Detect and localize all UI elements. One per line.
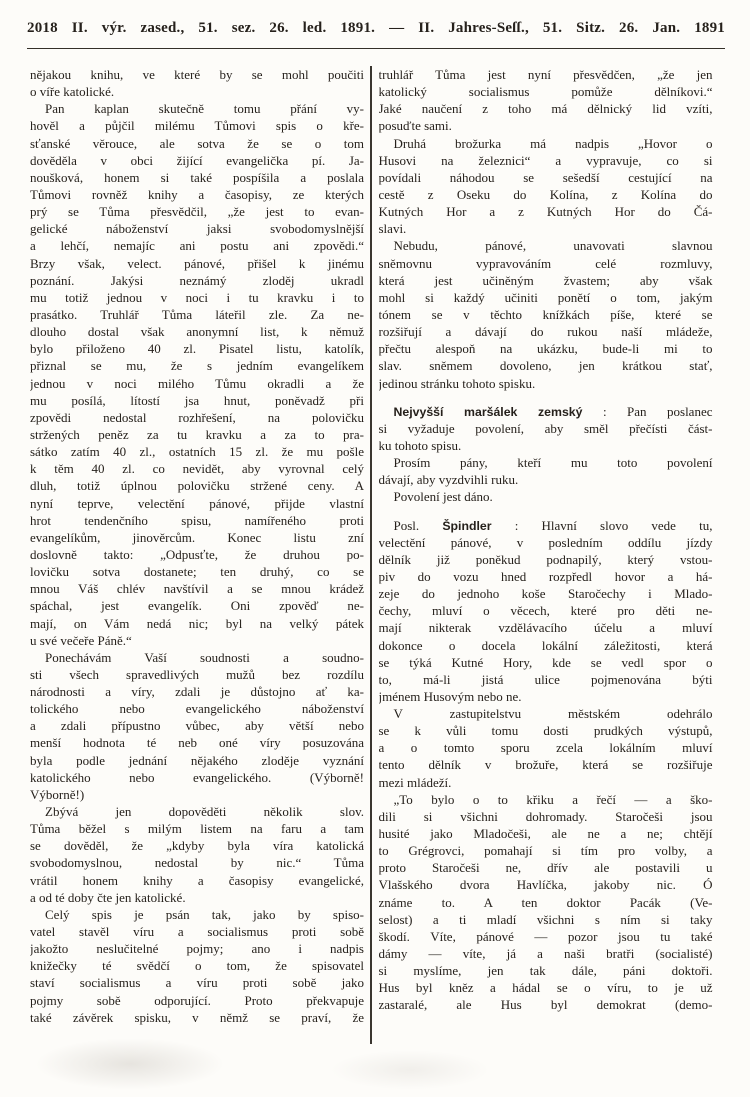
text-line: truhlář Tůma jest nyní přesvědčen, „že jen xyxy=(378,67,713,82)
speaker-name: Nejvyšší maršálek zemský xyxy=(393,404,583,419)
text-line: si vyžaduje povolení, aby směl přečísti část- xyxy=(378,420,713,436)
text-line: Tůma běžel s milým listem na faru a tam xyxy=(30,821,364,837)
text-line: slav. sněmem dovoleno, jen krátkou stať, xyxy=(378,358,713,374)
text-line: Zbývá jen dopověděti několik slov. xyxy=(45,804,364,820)
text-line: selost) a ti mladí všichni s ním si taky xyxy=(378,911,713,927)
text-line: poznání. Jakýsi neznámý zloděj ukradl xyxy=(30,272,364,288)
header-german-session: II. Jahres-Seſſ., 51. Sitz. 26. Jan. 1891 xyxy=(418,20,725,36)
text-line: sněmovnu vypravováním celé rozmluvy, xyxy=(378,255,713,271)
text-line: Ponechávám Vaší soudnosti a soudno- xyxy=(45,649,364,665)
text-line: husité jako Mladočeši, ale ne a ne; chtějí xyxy=(378,826,713,842)
text-line: jménem Husovým nebo ne. xyxy=(378,688,522,704)
text-line: hrot tendenčního spisu, namířeného proti xyxy=(30,512,364,528)
text-line: Brzy však, velect. pánové, přišel k jinému xyxy=(30,255,364,271)
text-columns xyxy=(30,66,724,1044)
text-line: dluh, totiž úplnou polovičku stržené ceny. A xyxy=(30,478,364,494)
text-line: zpovědi nedostal rozhřešení, na polovičku xyxy=(30,409,364,425)
scan-smudge xyxy=(35,1038,225,1090)
text-line: dlouho dostal však anonymní list, k němuž xyxy=(30,324,364,340)
text-line: dělník již poněkud podnapilý, který vstou- xyxy=(378,551,713,567)
text-line: zastaralé, ale Hus byl demokrat (demo- xyxy=(378,997,713,1013)
text-line: jednou v noci milého Tůmu okradli a že xyxy=(30,375,364,391)
text-line: mají nikterak vzdělávacího účelu a mluví xyxy=(378,620,713,636)
text-line: mu totiž jednou v noci i tu kravku i to xyxy=(30,289,364,305)
text-line: vrátil honem knihy a časopisy evangelické, xyxy=(30,872,364,888)
text-line: Pan kaplan skutečně tomu přání vy- xyxy=(45,101,364,117)
text-line: katolického nebo evangelického. (Výborně! xyxy=(30,769,364,785)
text-line: škodí. Víte, pánové — pozor jsou tu také xyxy=(378,928,713,944)
text-line: Tůmovi rovněž knihy a časopisy, ze kterých xyxy=(30,186,364,202)
text-line: zeje do jednoho koše Staročechy i Mlado- xyxy=(378,586,713,602)
text-line: Povolení jest dáno. xyxy=(393,489,493,505)
text-line: cestě z Oseku do Kolína, z Kolína do xyxy=(378,186,713,202)
text-line: Jaké naučení z toho má dělnický lid vzíti, xyxy=(378,101,713,117)
text-line: o víře katolické. xyxy=(30,84,115,100)
text-line: tento dělník v brožuře, která se rozšiřuje xyxy=(378,757,713,773)
text-line: posuďte sami. xyxy=(378,118,452,134)
text-line xyxy=(379,517,713,534)
text-line: se týká Kutné Hory, kde se vedl spor o xyxy=(378,654,713,670)
text-line: piv do vozu hned rozpředl hovor a há- xyxy=(378,568,713,584)
text-line: stržených peněz za tu kravku a za to pra- xyxy=(30,426,364,442)
text-line: dověděla v obci žijící evangelička pí. Ja- xyxy=(30,152,364,168)
text-line: doslovně takto: „Odpusťte, že druhou po- xyxy=(30,546,364,562)
text-line: V zastupitelstvu městském odehrálo xyxy=(393,706,713,722)
text-line: přiznal se mu, že s jedním evangelíkem xyxy=(30,358,364,374)
text-line: jedinou stránku tohoto spisku. xyxy=(378,375,536,391)
text-line: Kutných Hor a z Kutných Hor do Čá- xyxy=(378,204,713,220)
text-line: jakožto neslučitelné pojmy; ano i nadpis xyxy=(30,941,364,957)
text-line: to Grégrovci, pomahají si tím pro volby, a xyxy=(378,843,713,859)
text-line: a lehčí, nemajíc ani postu ani zpovědi.“ xyxy=(30,238,364,254)
text-line: noušková, honem si také pospíšila a poslala xyxy=(30,169,364,185)
text-line: pojmy sobě odporující. Proto překvapuje xyxy=(30,992,364,1008)
text-line xyxy=(379,403,713,420)
text-line: mu posílá, lítostí jsa hnut, poněvadž při xyxy=(30,392,364,408)
text-line: spáchal, jest evangelík. Oni zpověď ne- xyxy=(30,598,364,614)
text-line: povídali náhodou se sešedší cestující na xyxy=(378,169,713,185)
text-line: nějakou knihu, ve které by se mohl poučiti xyxy=(30,67,364,82)
text-line: národnosti a víry, zdali je důstojno ať ka- xyxy=(30,684,364,700)
text-line: Nebudu, pánové, unavovati slavnou xyxy=(393,238,713,254)
text-line: lovičku sotva dostanete; ten druhý, co se xyxy=(30,564,364,580)
text-line: tónem se v těchto knížkách píše, které se xyxy=(378,306,713,322)
text-line: Prosím pány, kteří mu toto povolení xyxy=(393,455,713,471)
text-line: hověl a půjčil milému Tůmovi spis o kře- xyxy=(30,118,364,134)
text-line: Výborně!) xyxy=(30,786,85,802)
text-line: evangelíkům, jinověrcům. Konec listu zní xyxy=(30,529,364,545)
text-line: sátko zatím 40 zl., ostatních 15 zl. že mu pošle xyxy=(30,444,364,460)
text-line: „To bylo o to křiku a řečí — a ško- xyxy=(393,791,713,807)
text-line: proto Staročeši ne, dřív ale postavili u xyxy=(378,860,713,876)
text-line: nyní teprve, velectění pánové, přijde vlastní xyxy=(30,495,364,511)
column-divider-rule xyxy=(370,66,372,1044)
scan-smudge xyxy=(330,1050,490,1090)
running-header xyxy=(27,20,725,49)
text-line: knižečky té svědčí o tom, že spisovatel xyxy=(30,958,364,974)
text-line: staví socialismus a víru proti sobě jako xyxy=(30,975,364,991)
text-line: mají, on Vám nedá nic; byl na velký pátek xyxy=(30,615,364,631)
text-line: prasátko. Truhlář Tůma láteřil zle. Za ne- xyxy=(30,306,364,322)
text-line: mnou Váš chlév navštívil a se mnou krádež xyxy=(30,581,364,597)
text-line: menší hodnota té neb oné víry posuzována xyxy=(30,735,364,751)
text-line: u své večeře Páně.“ xyxy=(30,632,132,648)
text-line: k těm 40 zl. co nevidět, aby vyrovnal celý xyxy=(30,461,364,477)
line-text: : Pan poslanec xyxy=(582,403,713,419)
text-line: mohl si každý učiniti ponětí o tom, jakým xyxy=(378,289,713,305)
text-line: sti všech spravedlivých mužů bez rozdílu xyxy=(30,666,364,682)
text-line: gelické náboženství jaksi svobodomyslnější xyxy=(30,221,364,237)
text-line: a zdali přípustno vůbec, aby větší nebo xyxy=(30,718,364,734)
text-line: také závěrek spisku, v němž se praví, že xyxy=(30,1009,364,1025)
left-column xyxy=(30,66,364,1044)
text-line: se k vůli tomu dosti prudkých výstupů, xyxy=(378,723,713,739)
right-column xyxy=(379,66,713,1044)
text-line: Husovi na železnici“ a vypravuje, co si xyxy=(378,152,713,168)
speaker-prefix: Posl. xyxy=(393,517,443,533)
text-line: a o tomto sporu zcela lokálním mluví xyxy=(378,740,713,756)
text-line: dávají, aby vyzdvihli ruku. xyxy=(378,472,519,488)
text-line: vatel stavěl víru a socialismus proti sobě xyxy=(30,924,364,940)
text-line: se dověděl, že „kdyby byla víra katolická xyxy=(30,838,364,854)
text-line: mezi mládeží. xyxy=(378,774,452,790)
text-line: známe to. A ten doktor Pacák (Ve- xyxy=(378,894,713,910)
text-line: ku tohoto spisu. xyxy=(378,437,462,453)
speaker-name: Špindler xyxy=(442,518,492,533)
text-line: Hus byl kněz a hádal se o víru, to je už xyxy=(378,980,713,996)
text-line: velectění pánové, v posledním oddílu jízdy xyxy=(378,534,713,550)
text-line: si myslíme, jen tak dále, páni doktoři. xyxy=(378,963,713,979)
text-line: čechy, mluví o věcech, které pro děti ne- xyxy=(378,603,713,619)
text-line: rozšiřují a dávají do rukou naší mládeže, xyxy=(378,324,713,340)
text-line: přečtu alespoň na ukázku, bude-li mi to xyxy=(378,341,713,357)
text-line: tolického nebo evangelického náboženství xyxy=(30,701,364,717)
text-line: bylo přiloženo 40 zl. Pisatel listu, katolík, xyxy=(30,341,364,357)
text-line: slavi. xyxy=(378,221,407,237)
text-line: a od té doby čte jen katolické. xyxy=(30,889,186,905)
text-line: dámy — víte, já a naši bratři (socialisté) xyxy=(378,946,713,962)
text-line: prý se Tůma přesvědčil, „že jest to evan- xyxy=(30,204,364,220)
header-czech-session: 2018 II. výr. zased., 51. sez. 26. led. 1891. xyxy=(27,20,376,36)
text-line: Druhá brožurka má nadpis „Hovor o xyxy=(393,135,713,151)
header-separator: — xyxy=(389,20,405,36)
text-line: dokonce o docela lokální záležitosti, která xyxy=(378,637,713,653)
text-line: svobodomyslnou, nedostal by nic.“ Tůma xyxy=(30,855,364,871)
text-line: dili si všichni dohromady. Staročeši jsou xyxy=(378,808,713,824)
text-line: Vlašského dvora Havlíčka, jakoby nic. Ó xyxy=(378,877,713,893)
text-line: která jest učiněným žvastem; aby však xyxy=(378,272,713,288)
line-text: : Hlavní slovo vede tu, xyxy=(491,517,713,533)
text-line: katolický socialismus pomůže dělníkovi.“ xyxy=(378,84,713,100)
text-line: sťanské věrouce, ale sotva že se o tom xyxy=(30,135,364,151)
text-line: byla podle jednání nějakého zloděje vyznání xyxy=(30,752,364,768)
text-line: Celý spis je psán tak, jako by spiso- xyxy=(45,906,364,922)
text-line: to, má-li jistá ulice pojmenována býti xyxy=(378,671,713,687)
